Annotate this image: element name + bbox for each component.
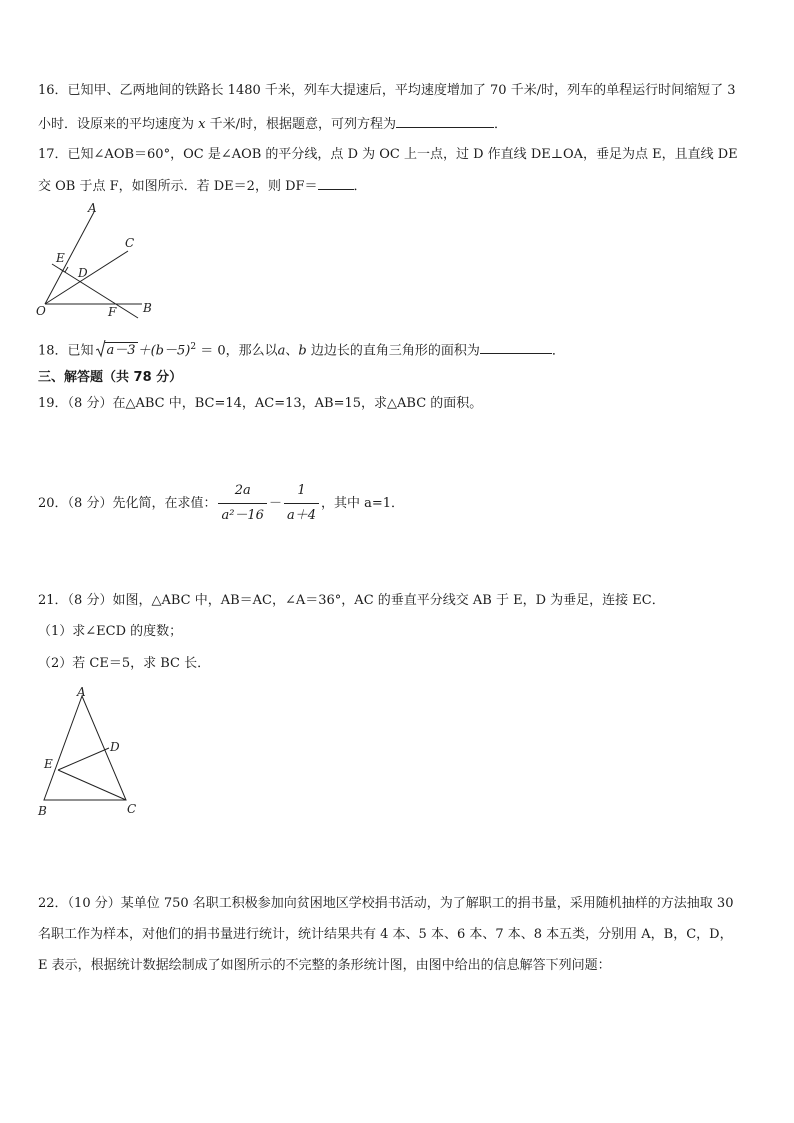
q18-var-b: b xyxy=(298,343,307,359)
section-3-heading: 三、解答题（共 78 分） xyxy=(38,370,183,385)
q20-fraction-2 xyxy=(284,480,319,527)
q18-line xyxy=(38,338,565,360)
q18-eq: ＝ 0，那么以 xyxy=(196,343,278,359)
q18-answer-blank[interactable] xyxy=(480,340,552,354)
q20-suffix: ，其中 a=1． xyxy=(321,496,405,511)
q17-label-E: E xyxy=(56,251,65,265)
q18-suffix: 边边长的直角三角形的面积为 xyxy=(306,343,480,359)
q21-label-B: B xyxy=(38,804,47,818)
q16-var-x: x xyxy=(198,117,206,132)
q20-den-1: a²－16 xyxy=(221,508,264,523)
q17-label-B: B xyxy=(143,301,152,315)
q20-line xyxy=(38,480,404,527)
q18-radical-sign xyxy=(96,340,106,358)
q20-den-2: a＋4 xyxy=(286,508,317,523)
q17-answer-blank[interactable] xyxy=(318,176,354,190)
q17-label-A: A xyxy=(88,201,97,215)
q16-line-1: 16．已知甲、乙两地间的铁路长 1480 千米，列车大提速后，平均速度增加了 70 千米/时，列车的单程运行时间缩短了 3 xyxy=(38,83,736,98)
q21-label-C: C xyxy=(127,802,137,816)
q21-figure xyxy=(30,684,150,824)
q17-figure xyxy=(30,198,160,322)
q20-fraction-1 xyxy=(218,480,267,527)
q20-minus: － xyxy=(268,496,282,511)
q18-end: ． xyxy=(551,343,565,359)
q21-segment-ED xyxy=(58,748,109,770)
q16-text-a: 小时．设原来的平均速度为 xyxy=(38,117,199,132)
q18-exponent: 2 xyxy=(190,342,197,352)
q16-line-2 xyxy=(38,114,507,134)
q21-segment-EC xyxy=(58,770,126,800)
q18-sep: 、 xyxy=(285,343,299,359)
q17-label-D: D xyxy=(78,266,88,280)
q17-line-2 xyxy=(38,176,367,196)
q16-text-c: ． xyxy=(494,117,508,132)
q21-sub-2: （2）若 CE＝5，求 BC 长． xyxy=(38,656,211,671)
q17-label-F: F xyxy=(108,305,117,319)
q18-square-term: ＋(b－5) xyxy=(137,343,191,359)
q16-answer-blank[interactable] xyxy=(396,114,494,128)
q22-line-2: 名职工作为样本，对他们的捐书量进行统计，统计结果共有 4 本、5 本、6 本、7 本、8 本五类，分别用 A，B，C，D， xyxy=(38,927,733,942)
q18-prefix: 18．已知 xyxy=(38,343,94,359)
q19-line: 19．（8 分）在△ABC 中，BC=14，AC=13，AB=15，求△ABC 的面积。 xyxy=(38,396,483,411)
q22-line-1: 22．（10 分）某单位 750 名职工积极参加向贫困地区学校捐书活动，为了解职工的捐书量，采用随机抽样的方法抽取 30 xyxy=(38,896,734,911)
q21-label-D: D xyxy=(110,740,120,754)
q18-radicand: a－3 xyxy=(106,343,136,359)
q21-label-E: E xyxy=(44,757,53,771)
q17-text-b: ． xyxy=(353,179,367,194)
q22-line-3: E 表示，根据统计数据绘制成了如图所示的不完整的条形统计图，由图中给出的信息解答下列问题： xyxy=(38,958,611,973)
q17-text-a: 交 OB 于点 F，如图所示．若 DE＝2，则 DF＝ xyxy=(38,179,318,194)
q17-label-O: O xyxy=(36,304,46,318)
q21-line-1: 21．（8 分）如图，△ABC 中，AB＝AC，∠A＝36°，AC 的垂直平分线交 AB 于 E，D 为垂足，连接 EC． xyxy=(38,593,665,608)
q21-label-A: A xyxy=(77,685,86,699)
q18-var-a: a xyxy=(277,343,286,359)
q18-radical xyxy=(96,342,138,360)
q21-sub-1: （1）求∠ECD 的度数； xyxy=(38,624,183,639)
q16-text-b: 千米/时，根据题意，可列方程为 xyxy=(205,117,396,132)
q17-ray-OA xyxy=(45,212,94,304)
q20-num-2: 1 xyxy=(284,480,319,504)
q20-num-1: 2a xyxy=(218,480,267,504)
q17-label-C: C xyxy=(125,236,135,250)
q17-line-1: 17．已知∠AOB＝60°，OC 是∠AOB 的平分线，点 D 为 OC 上一点，过 D 作直线 DE⊥OA，垂足为点 E，且直线 DE xyxy=(38,147,738,162)
q20-prefix: 20．（8 分）先化简，在求值： xyxy=(38,496,217,511)
